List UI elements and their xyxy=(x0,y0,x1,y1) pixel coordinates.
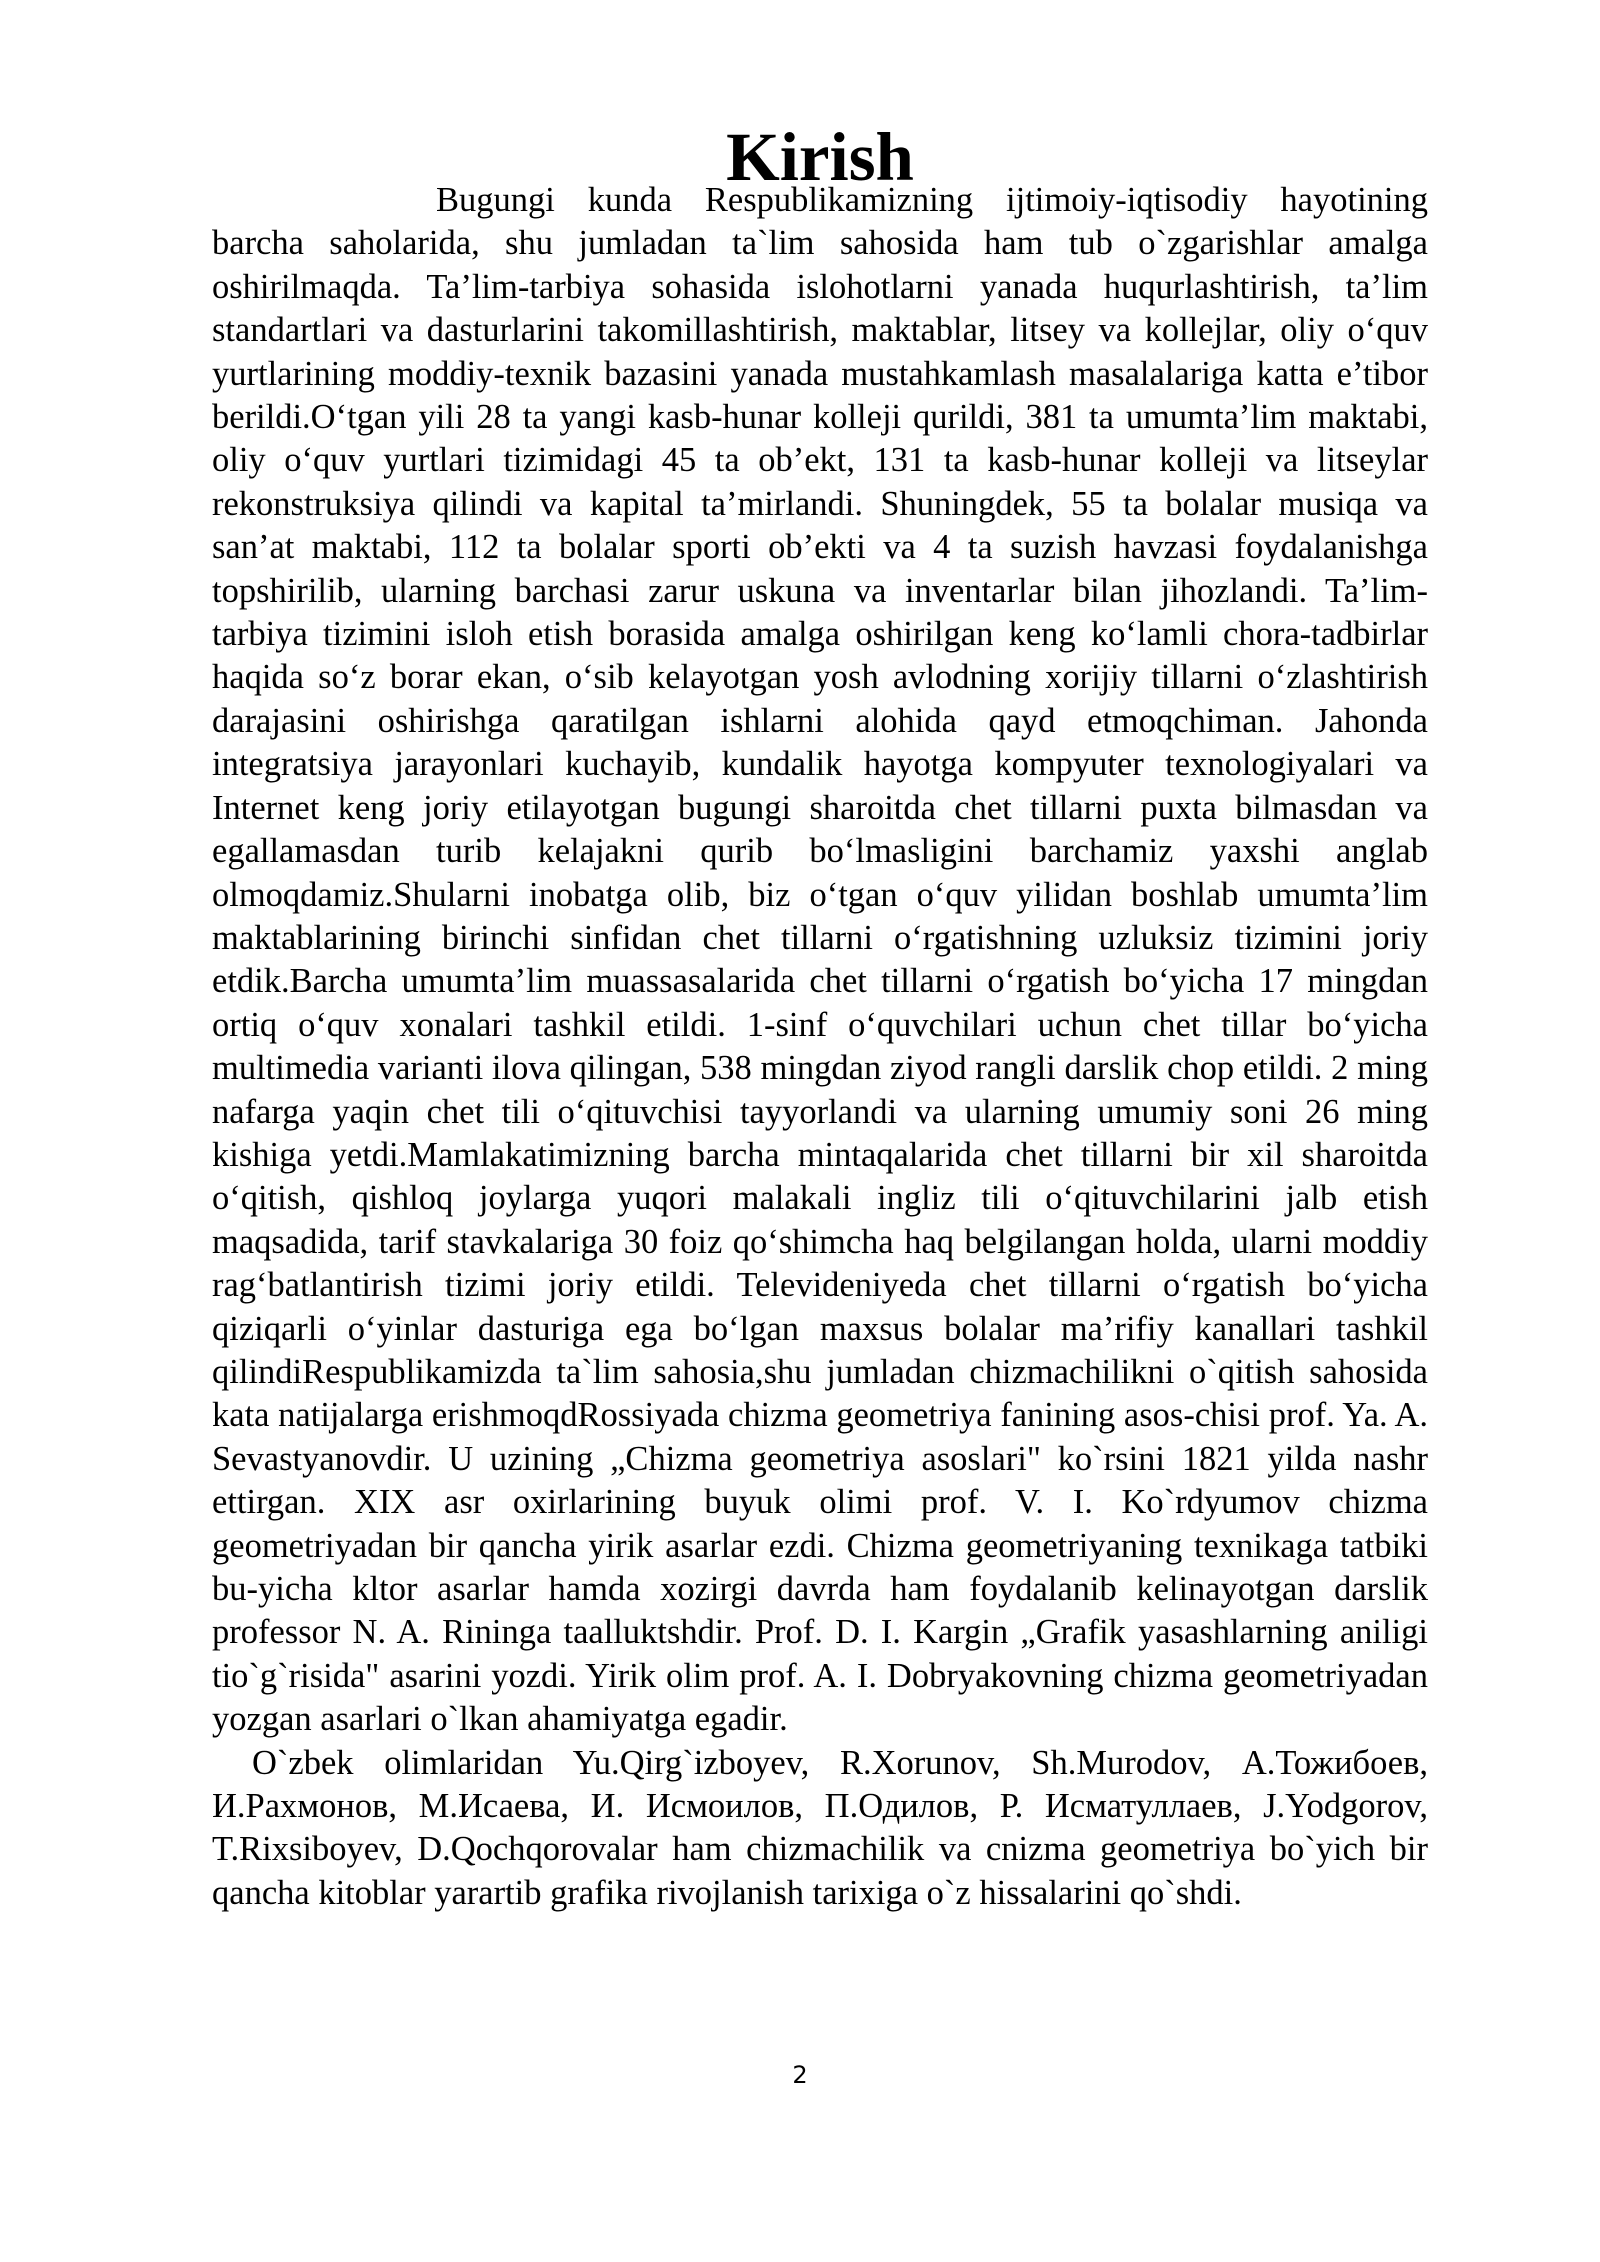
document-page xyxy=(212,119,1428,1915)
document-title: Kirish xyxy=(726,119,914,195)
body-paragraph-introduction: Bugungi kunda Respublikamizning ijtimoiy-iqtisodiy hayotining barcha saholarida, shu jumladan ta`lim sahosida ham tub o`zgarishlar amalga oshirilmaqda. Ta’lim-tarbiya sohasida islohotlarni yanada huqurlashtirish, ta’lim standartlari va dasturlarini takomillashtirish, maktablar, litsey va kollejlar, oliy o‘quv yurtlarining moddiy-texnik bazasini yanada mustahkamlash masalalariga katta e’tibor berildi.O‘tgan yili 28 ta yangi kasb-hunar kolleji qurildi, 381 ta umumta’lim maktabi, oliy o‘quv yurtlari tizimidagi 45 ta ob’ekt, 131 ta kasb-hunar kolleji va litseylar rekonstruksiya qilindi va kapital ta’mirlandi. Shuningdek, 55 ta bolalar musiqa va san’at maktabi, 112 ta bolalar sporti ob’ekti va 4 ta suzish havzasi foydalanishga topshirilib, ularning barchasi zarur uskuna va inventarlar bilan jihozlandi. Ta’lim-tarbiya tizimini isloh etish borasida amalga oshirilgan keng ko‘lamli chora-tadbirlar haqida so‘z borar ekan, o‘sib kelayotgan yosh avlodning xorijiy tillarni o‘zlashtirish darajasini oshirishga qaratilgan ishlarni alohida qayd etmoqchiman. Jahonda integratsiya jarayonlari kuchayib, kundalik hayotga kompyuter texnologiyalari va Internet keng joriy etilayotgan bugungi sharoitda chet tillarni puxta bilmasdan va egallamasdan turib kelajakni qurib bo‘lmasligini barchamiz yaxshi anglab olmoqdamiz.Shularni inobatga olib, biz o‘tgan o‘quv yilidan boshlab umumta’lim maktablarining birinchi sinfidan chet tillarni o‘rgatishning uzluksiz tizimini joriy etdik.Barcha umumta’lim muassasalarida chet tillarni o‘rgatish bo‘yicha 17 mingdan ortiq o‘quv xonalari tashkil etildi. 1-sinf o‘quvchilari uchun chet tillar bo‘yicha multimedia varianti ilova qilingan, 538 mingdan ziyod rangli darslik chop etildi. 2 ming nafarga yaqin chet tili o‘qituvchisi tayyorlandi va ularning umumiy soni 26 ming kishiga yetdi.Mamlakatimizning barcha mintaqalarida chet tillarni bir xil sharoitda o‘qitish, qishloq joylarga yuqori malakali ingliz tili o‘qituvchilarini jalb etish maqsadida, tarif stavkalariga 30 foiz qo‘shimcha haq belgilangan holda, ularni moddiy rag‘batlantirish tizimi joriy etildi. Televideniyeda chet tillarni o‘rgatish bo‘yicha qiziqarli o‘yinlar dasturiga ega bo‘lgan maxsus bolalar ma’rifiy kanallari tashkil qilindiRespublikamizda ta`lim sahosia,shu jumladan chizmachilikni o`qitish sahosida kata natijalarga erishmoqdRossiyada chizma geometriya fanining asos-chisi prof. Ya. A. Sevastyanovdir. U uzining „Chizma geometriya asoslari" ko`rsini 1821 yilda nashr ettirgan. XIX asr oxirlarining buyuk olimi prof. V. I. Ko`rdyumov chizma geometriyadan bir qancha yirik asarlar ezdi. Chizma geometriyaning texnikaga tatbiki bu-yicha kltor asarlar hamda xozirgi davrda ham foydalanib kelinayotgan darslik professor N. A. Rininga taalluktshdir. Prof. D. I. Kargin „Grafik yasashlarning aniligi tio`g`risida" asarini yozdi. Yirik olim prof. A. I. Dobryakovning chizma geometriyadan yozgan asarlari o`lkan ahamiyatga egadir. xyxy=(212,181,1428,1739)
body-paragraph-uzbek-scholars: O`zbek olimlaridan Yu.Qirg`izboyev, R.Xorunov, Sh.Murodov, А.Тожибоев, И.Рахмонов, М.Исаева, И. Исмоилов, П.Одилов, Р. Исматуллаев, J.Yodgorov, T.Rixsiboyev, D.Qochqorovalar ham chizmachilik va cnizma geometriya bo`yich bir qancha kitoblar yarartib grafika rivojlanish tarixiga o`z hissalarini qo`shdi. xyxy=(212,1743,1428,1912)
page-number: 2 xyxy=(792,2061,808,2089)
